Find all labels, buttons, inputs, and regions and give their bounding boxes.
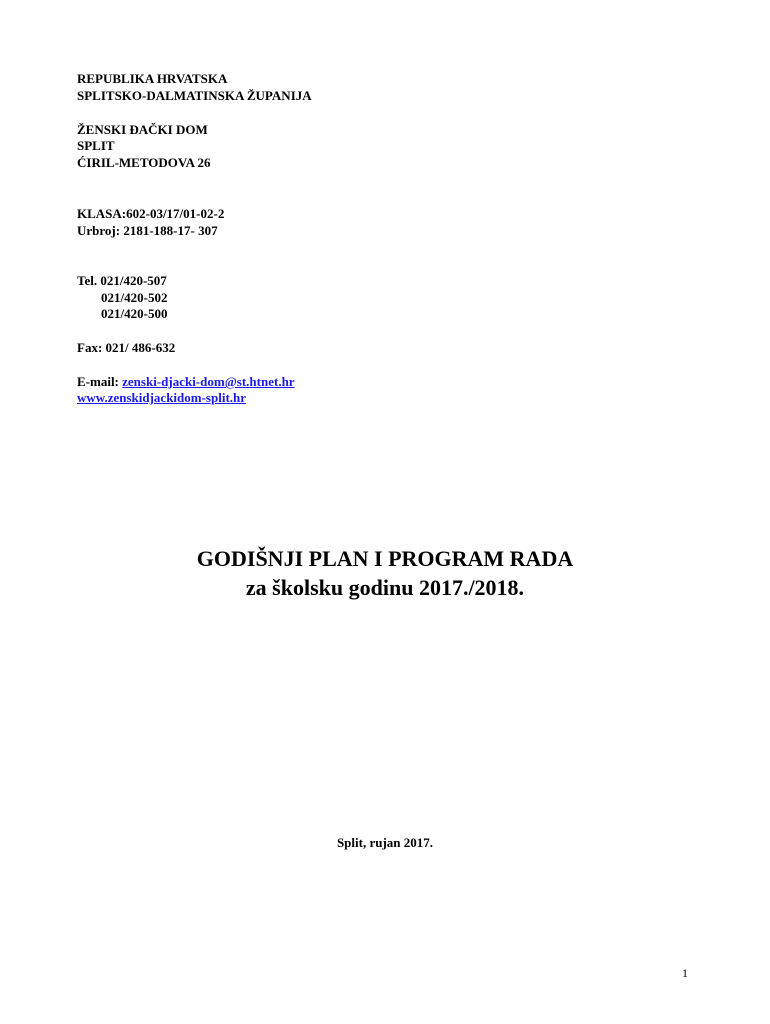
contact-tel-1: Tel. 021/420-507 <box>77 273 167 288</box>
document-subtitle: za školsku godinu 2017./2018. <box>245 575 525 600</box>
contact-website-line <box>77 389 246 406</box>
header-institution: ŽENSKI ĐAČKI DOM <box>77 122 208 137</box>
document-title: GODIŠNJI PLAN I PROGRAM RADA <box>196 546 574 571</box>
header-county: SPLITSKO-DALMATINSKA ŽUPANIJA <box>77 88 312 103</box>
email-label: E-mail: <box>77 374 123 389</box>
email-link[interactable]: zenski-djacki-dom@st.htnet.hr <box>122 374 295 389</box>
reference-klasa: KLASA:602-03/17/01-02-2 <box>77 206 225 221</box>
contact-tel-3: 021/420-500 <box>101 306 168 321</box>
website-link[interactable]: www.zenskidjackidom-split.hr <box>77 390 247 405</box>
header-city: SPLIT <box>77 138 115 153</box>
place-date: Split, rujan 2017. <box>336 835 434 850</box>
contact-email-line <box>77 373 295 390</box>
contact-fax: Fax: 021/ 486-632 <box>77 340 176 355</box>
header-address: ĆIRIL-METODOVA 26 <box>77 155 211 170</box>
contact-tel-2: 021/420-502 <box>101 290 168 305</box>
page-number: 1 <box>682 966 688 980</box>
reference-urbroj: Urbroj: 2181-188-17- 307 <box>77 223 218 238</box>
header-country: REPUBLIKA HRVATSKA <box>77 71 228 86</box>
